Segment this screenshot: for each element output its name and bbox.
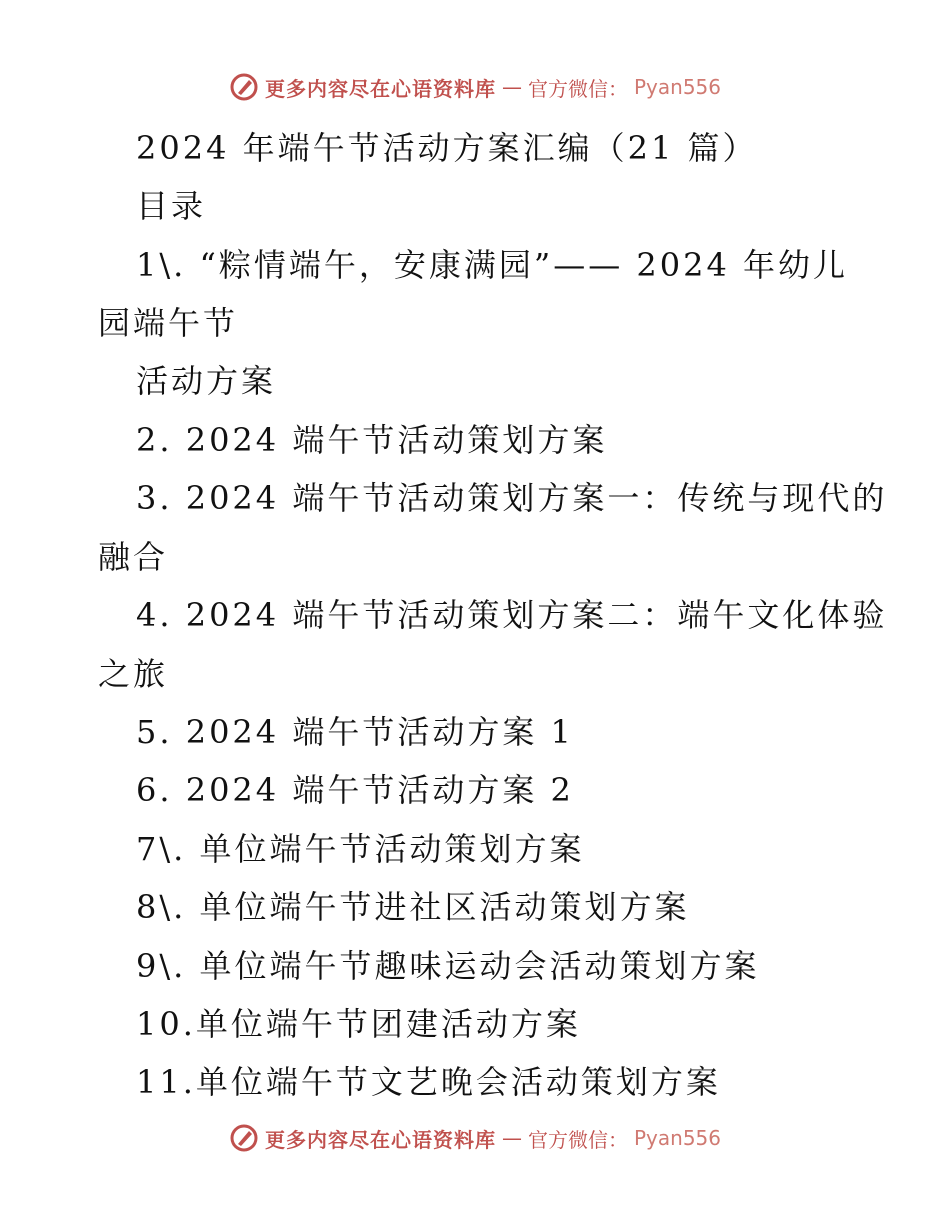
toc-line: 8\. 单位端午节进社区活动策划方案 (136, 888, 690, 926)
watermark-site-text: 更多内容尽在心语资料库 (264, 76, 496, 101)
toc-heading: 目录 (136, 187, 207, 225)
toc-line: 活动方案 (136, 362, 277, 400)
watermark-wechat-label: 官方微信： (527, 1127, 628, 1152)
toc-line: 园端午节 (98, 304, 239, 342)
watermark-header (0, 72, 950, 102)
watermark-footer (0, 1123, 950, 1153)
watermark-wechat-id: Pyan556 (633, 1126, 721, 1150)
toc-line: 1\. “粽情端午，安康满园”—— 2024 年幼儿 (136, 246, 848, 284)
watermark-wechat-id: Pyan556 (633, 75, 721, 99)
watermark-dash: — (501, 75, 522, 99)
toc-line: 7\. 单位端午节活动策划方案 (136, 830, 585, 868)
toc-line: 4. 2024 端午节活动策划方案二：端午文化体验 (136, 596, 888, 634)
watermark-dash: — (501, 1126, 522, 1150)
document-title: 2024 年端午节活动方案汇编（21 篇） (136, 129, 758, 167)
pen-logo-icon (229, 72, 259, 102)
toc-line: 5. 2024 端午节活动方案 1 (136, 713, 574, 751)
toc-line: 6. 2024 端午节活动方案 2 (136, 771, 574, 809)
toc-line: 11.单位端午节文艺晚会活动策划方案 (136, 1063, 721, 1101)
toc-line: 9\. 单位端午节趣味运动会活动策划方案 (136, 947, 760, 985)
toc-line: 10.单位端午节团建活动方案 (136, 1005, 581, 1043)
toc-line: 3. 2024 端午节活动策划方案一：传统与现代的 (136, 479, 888, 517)
toc-line: 之旅 (98, 655, 169, 693)
watermark-site-text: 更多内容尽在心语资料库 (264, 1127, 496, 1152)
pen-logo-icon (229, 1123, 259, 1153)
watermark-wechat-label: 官方微信： (527, 76, 628, 101)
toc-line: 融合 (98, 538, 169, 576)
toc-line: 2. 2024 端午节活动策划方案 (136, 421, 608, 459)
